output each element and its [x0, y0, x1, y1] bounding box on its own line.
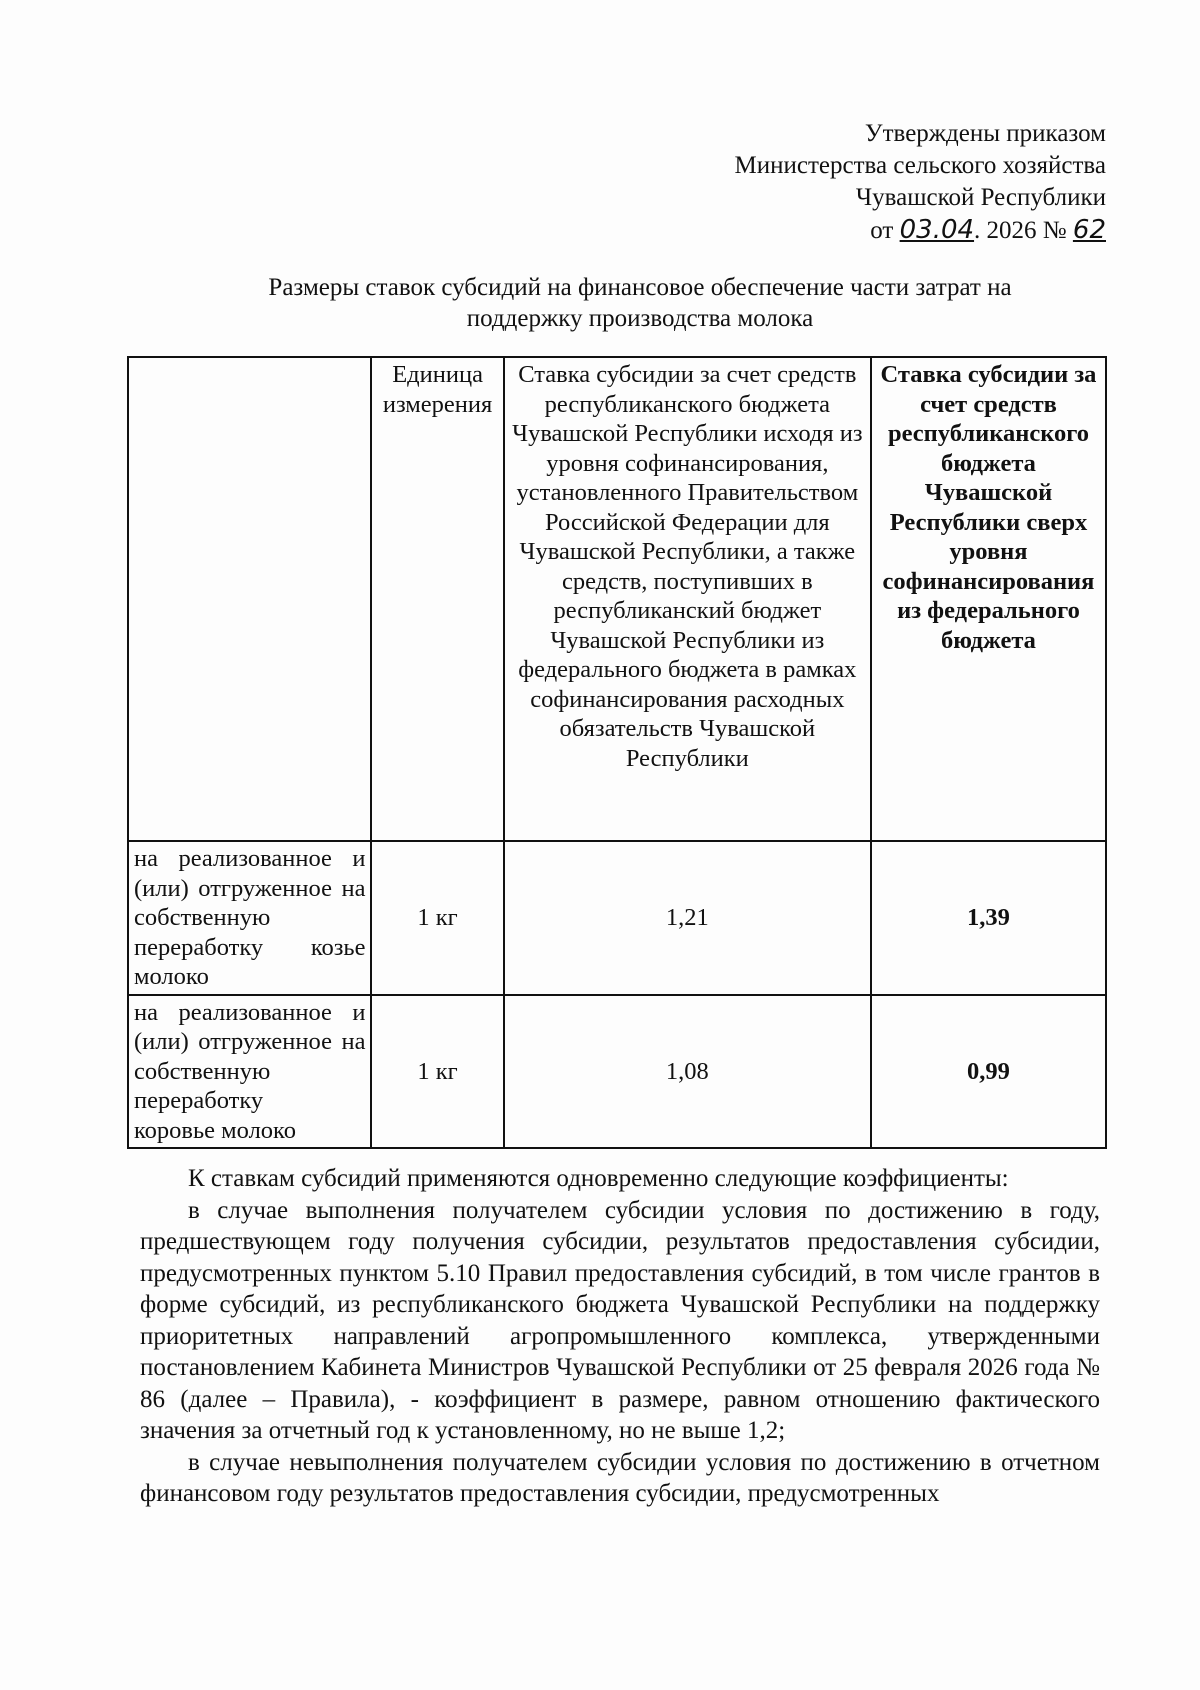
row-name-last: молоко: [134, 963, 209, 990]
row-name: [128, 841, 371, 995]
header-rate-extra: Ставка субсидии за счет средств республиканского бюджета Чувашской Республики сверх уровня софинансирования из федерального бюджета: [871, 357, 1106, 841]
approval-block: [735, 118, 1106, 247]
rates-table: [127, 356, 1107, 1149]
row-rate-base: 1,08: [504, 995, 871, 1149]
row-name-main: на реализованное и (или) отгруженное на собственную переработку козье: [134, 845, 366, 961]
table-header-row: [128, 357, 1106, 841]
row-rate-base: 1,21: [504, 841, 871, 995]
handwritten-number: 62: [1072, 215, 1106, 245]
header-unit: Единица измерения: [371, 357, 503, 841]
row-name: [128, 995, 371, 1149]
document-title: [240, 272, 1040, 334]
approval-date-line: [735, 214, 1106, 247]
handwritten-date: 03.04: [899, 215, 975, 245]
paragraph-nonfulfilment: в случае невыполнения получателем субсидии условия по достижению в отчетном финансовом году результатов предоставления субсидии, предусмотренных: [140, 1448, 1100, 1507]
paragraph-coefficients-intro: К ставкам субсидий применяются одновременно следующие коэффициенты:: [188, 1165, 1009, 1192]
header-rate-base: Ставка субсидии за счет средств республиканского бюджета Чувашской Республики исходя из уровня софинансирования, установленного Правительством Российской Федерации для Чувашской Республики, а также средств, поступивших в республиканский бюджет Чувашской Республики из федерального бюджета в рамках софинансирования расходных обязательств Чувашской Республики: [504, 357, 871, 841]
row-rate-extra: 0,99: [871, 995, 1106, 1149]
date-year: . 2026 №: [974, 217, 1073, 244]
approval-line-1: Утверждены приказом: [864, 120, 1106, 147]
row-unit: 1 кг: [371, 995, 503, 1149]
approval-line-3: Чувашской Республики: [855, 184, 1106, 211]
row-name-main: на реализованное и (или) отгруженное на собственную переработку: [134, 998, 366, 1114]
body-text: [140, 1163, 1100, 1510]
row-name-last: коровье молоко: [134, 1116, 296, 1144]
title-line-2: поддержку производства молока: [466, 305, 814, 332]
approval-line-2: Министерства сельского хозяйства: [734, 152, 1106, 179]
row-unit: 1 кг: [371, 841, 503, 995]
table-row: [128, 995, 1106, 1149]
table-row: [128, 841, 1106, 995]
date-prefix: от: [870, 217, 900, 244]
title-line-1: Размеры ставок субсидий на финансовое обеспечение части затрат на: [268, 274, 1012, 301]
header-empty: [128, 357, 371, 841]
row-rate-extra: 1,39: [871, 841, 1106, 995]
paragraph-fulfilment: в случае выполнения получателем субсидии условия по достижению в году, предшествующем году получения субсидии, результатов предоставления субсидии, предусмотренных пунктом 5.10 Правил предоставления субсидий, в том числе грантов в форме субсидий, из республиканского бюджета Чувашской Республики на поддержку приоритетных направлений агропромышленного комплекса, утвержденными постановлением Кабинета Министров Чувашской Республики от 25 февраля 2026 года № 86 (далее – Правила), - коэффициент в размере, равном отношению фактического значения за отчетный год к установленному, но не выше 1,2;: [140, 1196, 1100, 1444]
